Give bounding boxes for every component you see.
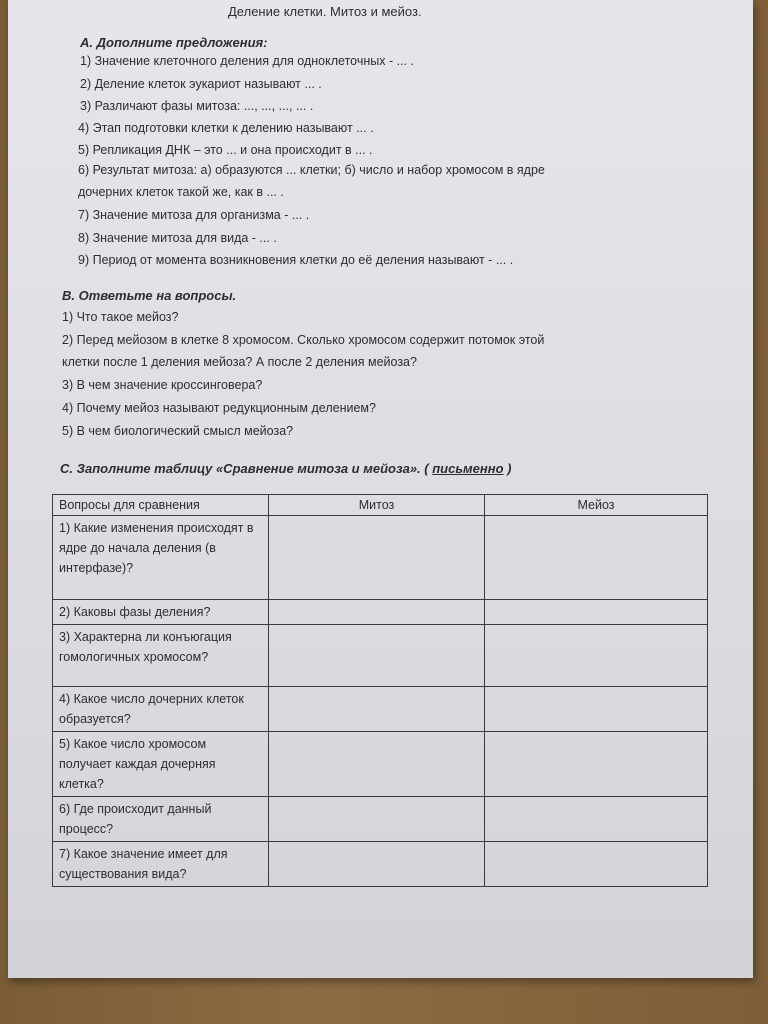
section-a-heading: А. Дополните предложения: xyxy=(80,35,268,50)
question-cell: 5) Какое число хромосом получает каждая дочерняя клетка? xyxy=(53,732,269,797)
question-cell: 4) Какое число дочерних клеток образуется? xyxy=(53,687,269,732)
table-row xyxy=(53,842,708,887)
mitosis-answer-cell[interactable] xyxy=(269,600,485,625)
question-cell: 1) Какие изменения происходят в ядре до начала деления (в интерфазе)? xyxy=(53,516,269,600)
table-row xyxy=(53,600,708,625)
column-header-meiosis: Мейоз xyxy=(485,495,708,516)
meiosis-answer-cell[interactable] xyxy=(485,687,708,732)
section-a-item: 9) Период от момента возникновения клетки до её деления называют - ... . xyxy=(78,253,514,267)
table-header-row xyxy=(53,495,708,516)
section-b-item: 3) В чем значение кроссинговера? xyxy=(62,378,263,392)
section-c-title: С. Заполните таблицу «Сравнение митоза и мейоза». xyxy=(60,461,421,476)
mitosis-answer-cell[interactable] xyxy=(269,842,485,887)
question-cell: 7) Какое значение имеет для существования вида? xyxy=(53,842,269,887)
section-a-item: 2) Деление клеток эукариот называют ... . xyxy=(80,77,322,91)
section-a-item: 1) Значение клеточного деления для одноклеточных - ... . xyxy=(80,54,414,68)
section-a-item: 3) Различают фазы митоза: ..., ..., ..., ... . xyxy=(80,99,314,113)
section-a-item: 6) Результат митоза: а) образуются ... клетки; б) число и набор хромосом в ядре xyxy=(78,163,545,177)
meiosis-answer-cell[interactable] xyxy=(485,625,708,687)
section-b-item-continued: клетки после 1 деления мейоза? А после 2 деления мейоза? xyxy=(62,355,417,369)
section-c-heading xyxy=(60,461,512,476)
section-a-item: 4) Этап подготовки клетки к делению называют ... . xyxy=(78,121,374,135)
table-row xyxy=(53,732,708,797)
mitosis-answer-cell[interactable] xyxy=(269,687,485,732)
section-b-item: 1) Что такое мейоз? xyxy=(62,310,179,324)
question-cell: 2) Каковы фазы деления? xyxy=(53,600,269,625)
meiosis-answer-cell[interactable] xyxy=(485,797,708,842)
comparison-table xyxy=(52,494,708,887)
mitosis-answer-cell[interactable] xyxy=(269,625,485,687)
question-cell: 6) Где происходит данный процесс? xyxy=(53,797,269,842)
mitosis-answer-cell[interactable] xyxy=(269,516,485,600)
section-b-item: 2) Перед мейозом в клетке 8 хромосом. Сколько хромосом содержит потомок этой xyxy=(62,333,545,347)
section-a-item-continued: дочерних клеток такой же, как в ... . xyxy=(78,185,284,199)
section-b-heading: В. Ответьте на вопросы. xyxy=(62,288,237,303)
column-header-mitosis: Митоз xyxy=(269,495,485,516)
section-b-item: 4) Почему мейоз называют редукционным делением? xyxy=(62,401,376,415)
table-row xyxy=(53,797,708,842)
table-row xyxy=(53,516,708,600)
section-b-item: 5) В чем биологический смысл мейоза? xyxy=(62,424,294,438)
section-c-note-open: ( xyxy=(420,461,433,476)
mitosis-answer-cell[interactable] xyxy=(269,732,485,797)
meiosis-answer-cell[interactable] xyxy=(485,600,708,625)
meiosis-answer-cell[interactable] xyxy=(485,842,708,887)
section-c-note-close: ) xyxy=(503,461,512,476)
section-a-item: 8) Значение митоза для вида - ... . xyxy=(78,231,277,245)
mitosis-answer-cell[interactable] xyxy=(269,797,485,842)
table-row xyxy=(53,625,708,687)
meiosis-answer-cell[interactable] xyxy=(485,516,708,600)
meiosis-answer-cell[interactable] xyxy=(485,732,708,797)
question-cell: 3) Характерна ли конъюгация гомологичных хромосом? xyxy=(53,625,269,687)
column-header-questions: Вопросы для сравнения xyxy=(53,495,269,516)
table-row xyxy=(53,687,708,732)
section-a-item: 5) Репликация ДНК – это ... и она происходит в ... . xyxy=(78,143,373,157)
section-a-item: 7) Значение митоза для организма - ... . xyxy=(78,208,310,222)
section-c-note: письменно xyxy=(432,461,504,476)
page-title: Деление клетки. Митоз и мейоз. xyxy=(228,4,422,19)
worksheet-page xyxy=(8,0,753,978)
